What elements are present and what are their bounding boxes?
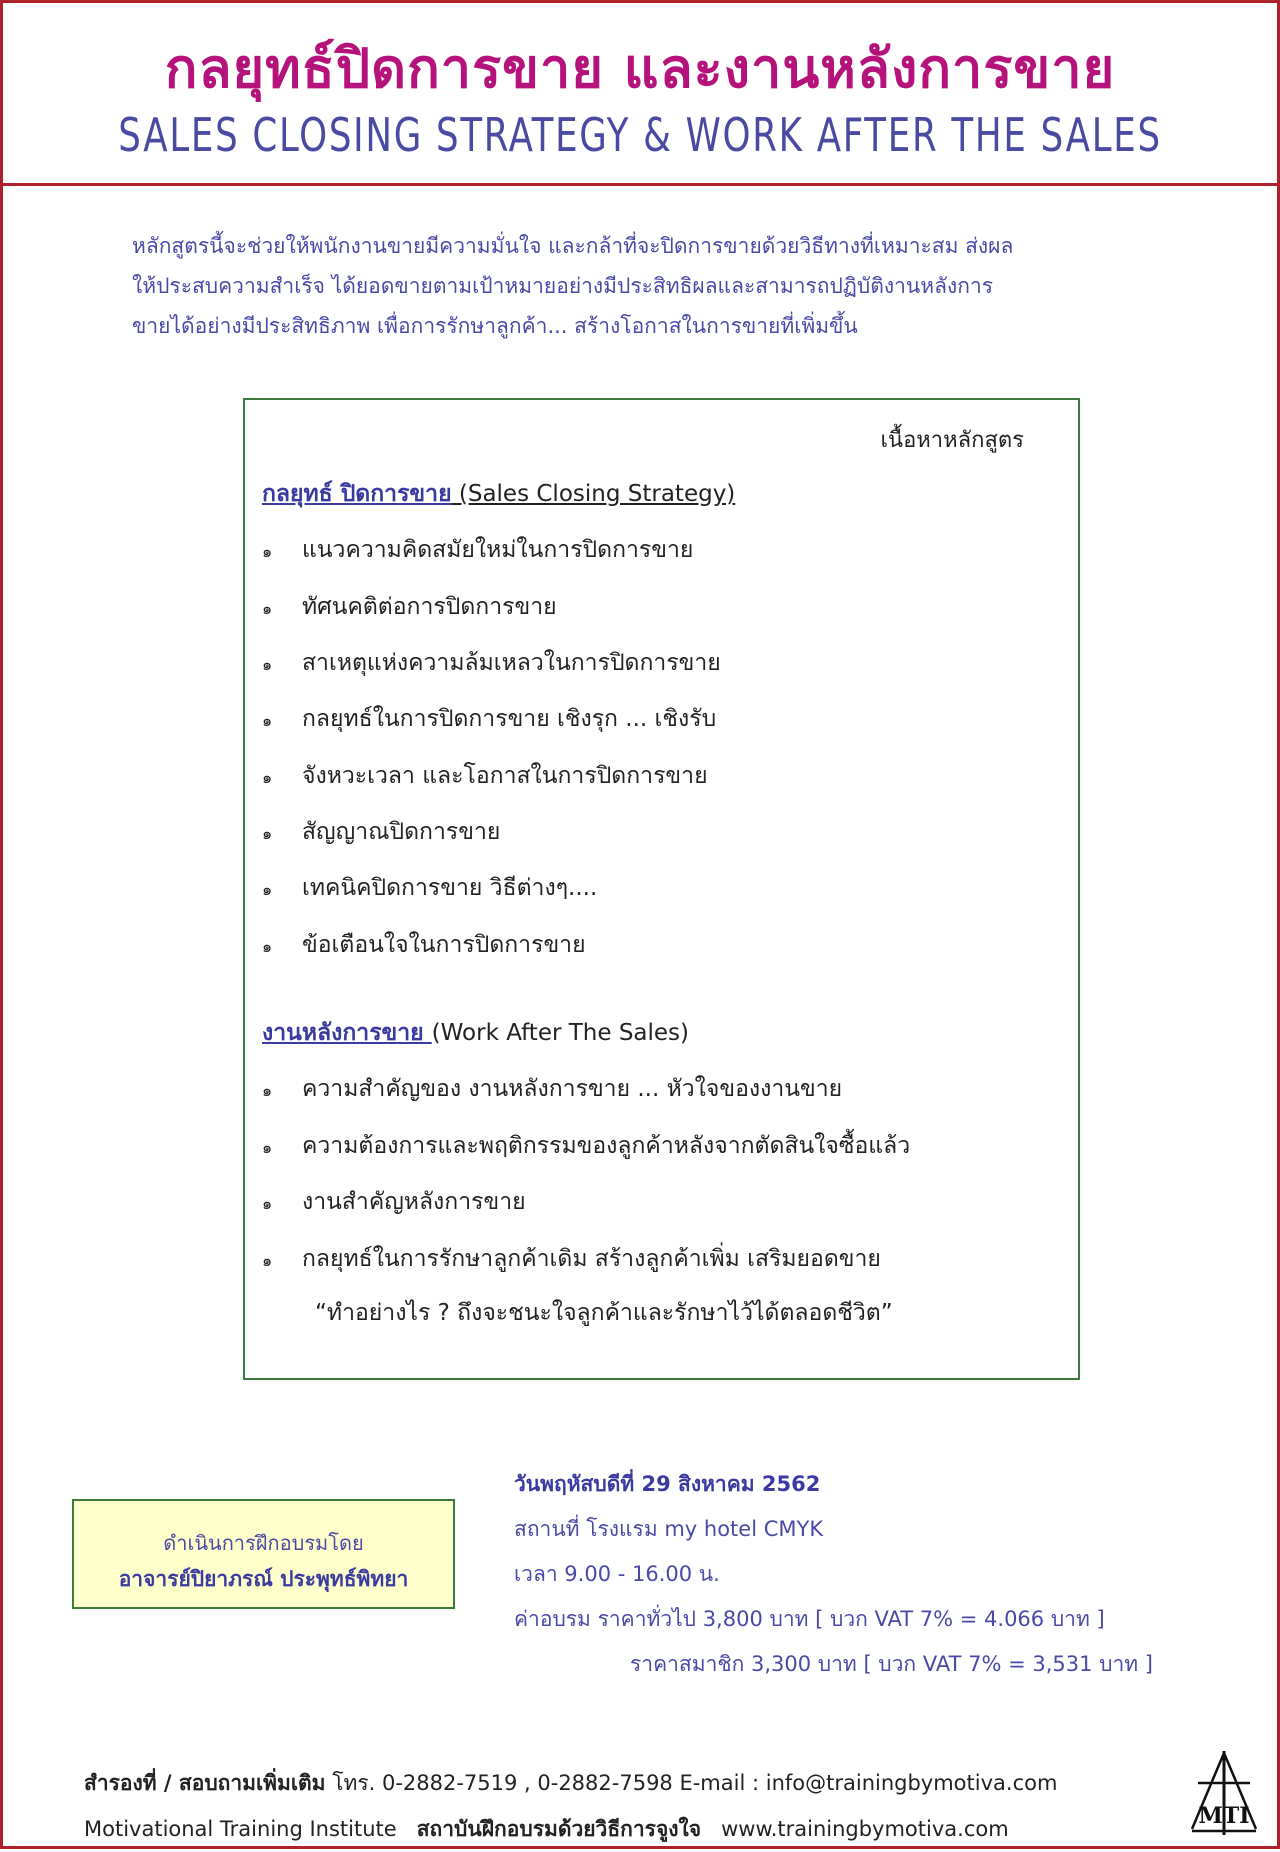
section-title-after-sales xyxy=(262,1015,689,1051)
trainer-name: อาจารย์ปิยาภรณ์ ประพุทธ์พิทยา xyxy=(118,1567,409,1591)
list-item: ๑ ความต้องการและพฤติกรรมของลูกค้าหลังจากตัดสินใจซื้อแล้ว xyxy=(262,1133,911,1159)
list-item: ๑ ข้อเตือนใจในการปิดการขาย xyxy=(262,932,586,958)
intro-line: หลักสูตรนี้จะช่วยให้พนักงานขายมีความมั่นใจ และกล้าที่จะปิดการขายด้วยวิธีทางที่เหมาะสม ส่งผล xyxy=(132,234,1014,258)
event-details xyxy=(514,1462,1153,1687)
course-intro xyxy=(132,226,1142,346)
org-name-thai: สถาบันฝึกอบรมด้วยวิธีการจูงใจ xyxy=(416,1817,702,1841)
trainer-box xyxy=(72,1499,455,1609)
bullet-icon: ๑ xyxy=(262,1138,273,1157)
bullet-icon: ๑ xyxy=(262,655,273,674)
footer-contact xyxy=(84,1760,1174,1806)
list-item: ๑ กลยุทธ์ในการรักษาลูกค้าเดิม สร้างลูกค้าเพิ่ม เสริมยอดขาย xyxy=(262,1246,881,1272)
list-item: ๑ จังหวะเวลา และโอกาสในการปิดการขาย xyxy=(262,763,708,789)
list-item: ๑ สัญญาณปิดการขาย xyxy=(262,819,501,845)
list-item: ๑ ทัศนคติต่อการปิดการขาย xyxy=(262,594,557,620)
trainer-label: ดำเนินการฝึกอบรมโดย xyxy=(163,1531,364,1555)
logo-lettering: MTI xyxy=(1198,1803,1250,1829)
bullet-icon: ๑ xyxy=(262,880,273,899)
bullet-icon: ๑ xyxy=(262,824,273,843)
mti-logo-icon xyxy=(1188,1749,1260,1837)
list-item: ๑ ความสำคัญของ งานหลังการขาย ... หัวใจของงานขาย xyxy=(262,1076,843,1102)
event-fee-general: ค่าอบรม ราคาทั่วไป 3,800 บาท [ บวก VAT 7% = 4.066 บาท ] xyxy=(514,1607,1105,1631)
event-time: เวลา 9.00 - 16.00 น. xyxy=(514,1562,720,1586)
bullet-icon: ๑ xyxy=(262,599,273,618)
section-title-english: (Sales Closing Strategy) xyxy=(451,481,736,507)
list-item: ๑ แนวความคิดสมัยใหม่ในการปิดการขาย xyxy=(262,537,694,563)
event-date: วันพฤหัสบดีที่ 29 สิงหาคม 2562 xyxy=(514,1472,821,1496)
page-title-thai: กลยุทธ์ปิดการขาย และงานหลังการขาย xyxy=(164,37,1116,100)
page-header xyxy=(3,3,1277,186)
list-item: ๑ กลยุทธ์ในการปิดการขาย เชิงรุก ... เชิงรับ xyxy=(262,706,717,732)
bullet-icon: ๑ xyxy=(262,768,273,787)
list-item: ๑ เทคนิคปิดการขาย วิธีต่างๆ.... xyxy=(262,875,598,901)
section-title-thai: งานหลังการขาย xyxy=(262,1020,432,1046)
website-link[interactable]: www.trainingbymotiva.com xyxy=(721,1817,1009,1841)
bullet-icon: ๑ xyxy=(262,1194,273,1213)
list-item: ๑ สาเหตุแห่งความล้มเหลวในการปิดการขาย xyxy=(262,650,721,676)
contact-label: สำรองที่ / สอบถามเพิ่มเติม xyxy=(84,1771,326,1795)
org-name-english: Motivational Training Institute xyxy=(84,1817,397,1841)
intro-line: ขายได้อย่างมีประสิทธิภาพ เพื่อการรักษาลูกค้า... สร้างโอกาสในการขายที่เพิ่มขึ้น xyxy=(132,314,858,338)
section-title-thai: กลยุทธ์ ปิดการขาย xyxy=(262,481,452,507)
bullet-icon: ๑ xyxy=(262,1251,273,1270)
section-title-english: (Work After The Sales) xyxy=(431,1020,690,1046)
closing-quote: “ทำอย่างไร ? ถึงจะชนะใจลูกค้าและรักษาไว้ได้ตลอดชีวิต” xyxy=(315,1300,893,1326)
contents-heading: เนื้อหาหลักสูตร xyxy=(880,428,1024,453)
footer-organization xyxy=(84,1806,1174,1852)
event-venue: สถานที่ โรงแรม my hotel CMYK xyxy=(514,1517,824,1541)
section-title-closing xyxy=(262,476,735,512)
course-contents-box xyxy=(243,398,1080,1380)
list-item: ๑ งานสำคัญหลังการขาย xyxy=(262,1189,526,1215)
bullet-icon: ๑ xyxy=(262,937,273,956)
bullet-icon: ๑ xyxy=(262,542,273,561)
page-footer xyxy=(84,1760,1174,1852)
bullet-icon: ๑ xyxy=(262,1081,273,1100)
intro-line: ให้ประสบความสำเร็จ ได้ยอดขายตามเป้าหมายอย่างมีประสิทธิผลและสามารถปฏิบัติงานหลังการ xyxy=(132,274,994,298)
bullet-icon: ๑ xyxy=(262,711,273,730)
contact-info: โทร. 0-2882-7519 , 0-2882-7598 E-mail : info@trainingbymotiva.com xyxy=(325,1771,1058,1795)
page-title-english: SALES CLOSING STRATEGY & WORK AFTER THE SALES xyxy=(118,108,1162,162)
event-fee-member: ราคาสมาชิก 3,300 บาท [ บวก VAT 7% = 3,531 บาท ] xyxy=(630,1652,1153,1676)
